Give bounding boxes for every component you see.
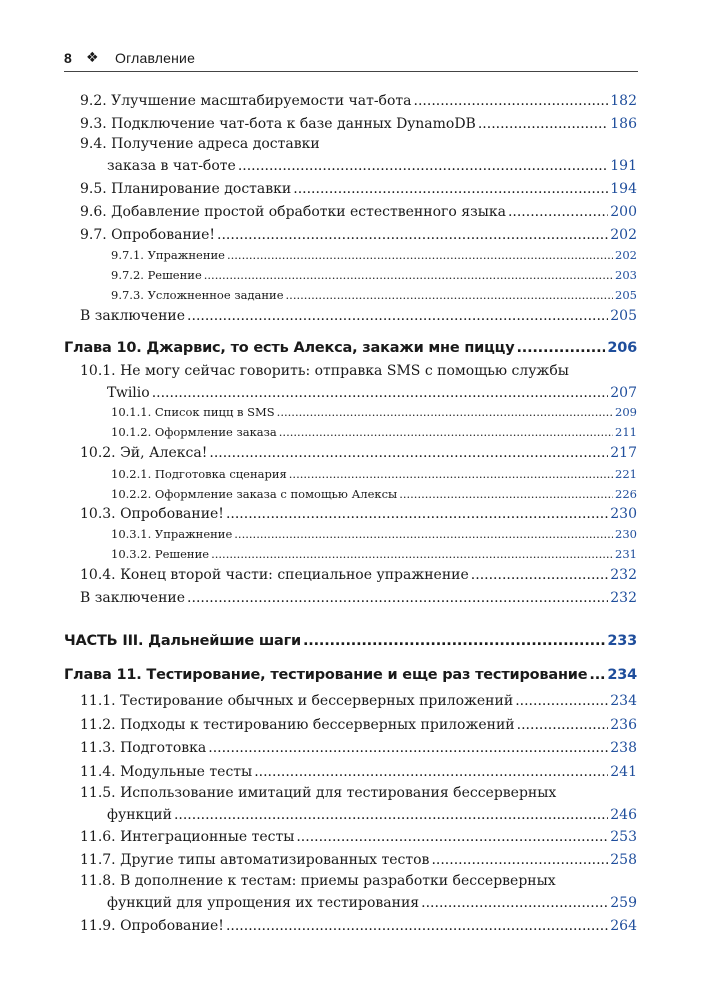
toc-entry-label: 10.2. Эй, Алекса! (80, 445, 208, 461)
toc-entry-page: 194 (610, 181, 637, 197)
toc-entry-page: 241 (610, 764, 637, 780)
toc-entry-page: 191 (610, 158, 637, 174)
running-header (64, 50, 638, 70)
toc-entry-label: 11.1. Тестирование обычных и бессерверных приложений (80, 693, 514, 709)
toc-entry-page: 186 (610, 116, 637, 132)
leader-dots (152, 385, 609, 401)
leader-dots (508, 204, 608, 220)
toc-entry[interactable] (107, 892, 637, 911)
toc-entry[interactable] (80, 714, 637, 733)
toc-entry-label: 11.4. Модульные тесты (80, 764, 253, 780)
leader-dots (289, 467, 613, 481)
toc-entry-label: 10.1.2. Оформление заказа (111, 425, 277, 439)
toc-entry-label: В заключение (80, 308, 186, 324)
toc-entry-label: 11.9. Опробование! (80, 918, 224, 934)
leader-dots (227, 248, 613, 262)
leader-dots (589, 667, 605, 683)
leader-dots (254, 764, 608, 780)
toc-entry-label: Глава 10. Джарвис, то есть Алекса, закажи мне пиццу (64, 340, 515, 356)
toc-entry-label-line1: 11.8. В дополнение к тестам: приемы разработки бессерверных (80, 873, 556, 889)
running-title: Оглавление (115, 50, 196, 66)
toc-entry[interactable] (80, 305, 637, 324)
leader-dots (431, 852, 608, 868)
toc-entry[interactable] (80, 690, 637, 709)
toc-entry[interactable] (80, 915, 637, 934)
toc-entry-page: 207 (610, 385, 637, 401)
toc-entry-label-line1: 10.1. Не могу сейчас говорить: отправка SMS с помощью службы (80, 363, 569, 379)
toc-entry-page: 230 (610, 506, 637, 522)
toc-entry-page: 264 (610, 918, 637, 934)
toc-subentry[interactable] (111, 485, 637, 501)
toc-entry-label: 11.3. Подготовка (80, 740, 207, 756)
toc-entry[interactable] (80, 201, 637, 220)
leader-dots (217, 227, 608, 243)
leader-dots (421, 895, 608, 911)
toc-entry-page: 202 (615, 248, 637, 262)
toc-entry[interactable] (80, 178, 637, 197)
toc-entry[interactable] (80, 442, 637, 461)
toc-subentry[interactable] (111, 286, 637, 302)
toc-entry-page: 232 (610, 590, 637, 606)
leader-dots (414, 93, 609, 109)
toc-entry-label: 9.7. Опробование! (80, 227, 216, 243)
toc-entry-page: 233 (607, 633, 637, 649)
leader-dots (208, 740, 608, 756)
leader-dots (277, 405, 613, 419)
toc-entry-label: 9.7.2. Решение (111, 268, 202, 282)
leader-dots (517, 717, 609, 733)
toc-entry-label-line1: 9.4. Получение адреса доставки (80, 136, 320, 152)
toc-subentry[interactable] (111, 403, 637, 419)
leader-dots (209, 445, 608, 461)
toc-entry-page: 182 (610, 93, 637, 109)
toc-subentry[interactable] (111, 525, 637, 541)
toc-subentry[interactable] (111, 246, 637, 262)
leader-dots (226, 918, 608, 934)
toc-subentry[interactable] (111, 545, 637, 561)
leader-dots (478, 116, 608, 132)
toc-entry-label: В заключение (80, 590, 186, 606)
toc-entry[interactable] (80, 587, 637, 606)
toc-chapter-entry[interactable] (64, 336, 637, 356)
toc-entry[interactable] (80, 564, 637, 583)
toc-entry-page: 203 (615, 268, 637, 282)
toc-entry-label: 11.6. Интеграционные тесты (80, 829, 295, 845)
toc-entry-label: 10.3.1. Упражнение (111, 527, 233, 541)
leader-dots (204, 268, 613, 282)
toc-entry[interactable] (80, 90, 637, 109)
toc-entry-label: 9.2. Улучшение масштабируемости чат-бота (80, 93, 412, 109)
toc-entry-page: 236 (610, 717, 637, 733)
toc-entry-page: 209 (615, 405, 637, 419)
toc-entry-page: 231 (615, 547, 637, 561)
toc-entry-label: 9.6. Добавление простой обработки естественного языка (80, 204, 506, 220)
leader-dots (234, 527, 613, 541)
toc-entry[interactable] (80, 503, 637, 522)
toc-entry-label: 10.2.2. Оформление заказа с помощью Алексы (111, 487, 398, 501)
leader-dots (515, 693, 608, 709)
toc-entry[interactable] (80, 737, 637, 756)
leader-dots (399, 487, 613, 501)
leader-dots (279, 425, 613, 439)
leader-dots (211, 547, 613, 561)
toc-entry-label: 9.5. Планирование доставки (80, 181, 292, 197)
toc-entry-page: 202 (610, 227, 637, 243)
leader-dots (303, 633, 605, 649)
toc-entry-label: Глава 11. Тестирование, тестирование и еще раз тестирование (64, 667, 588, 683)
toc-subentry[interactable] (111, 266, 637, 282)
toc-entry-label: 10.3.2. Решение (111, 547, 210, 561)
toc-entry-label: заказа в чат-боте (107, 158, 236, 174)
leader-dots (296, 829, 608, 845)
toc-entry-label: 10.3. Опробование! (80, 506, 224, 522)
toc-entry-label: функций (107, 807, 172, 823)
toc-entry-page: 205 (615, 288, 637, 302)
toc-entry-page: 258 (610, 852, 637, 868)
toc-entry-page: 259 (610, 895, 637, 911)
toc-entry[interactable] (80, 224, 637, 243)
toc-entry-page: 211 (615, 425, 637, 439)
toc-entry-page: 200 (610, 204, 637, 220)
toc-chapter-entry[interactable] (64, 663, 637, 683)
toc-entry-page: 206 (607, 340, 637, 356)
ornament-icon: ❖ (86, 49, 99, 65)
toc-entry-page: 221 (615, 467, 637, 481)
toc-entry-label: 11.7. Другие типы автоматизированных тестов (80, 852, 430, 868)
toc-entry-page: 217 (610, 445, 637, 461)
toc-entry[interactable] (107, 155, 637, 174)
toc-subentry[interactable] (111, 423, 637, 439)
toc-entry-label: 9.7.3. Усложненное задание (111, 288, 284, 302)
toc-entry[interactable] (107, 382, 637, 401)
toc-entry[interactable] (80, 826, 637, 845)
toc-entry-label: 9.7.1. Упражнение (111, 248, 225, 262)
leader-dots (471, 567, 608, 583)
toc-entry-page: 205 (610, 308, 637, 324)
toc-entry-page: 234 (610, 693, 637, 709)
toc-entry-label: 11.2. Подходы к тестированию бессерверных приложений (80, 717, 515, 733)
toc-entry-page: 238 (610, 740, 637, 756)
toc-entry-label: Twilio (107, 385, 150, 401)
leader-dots (174, 807, 608, 823)
leader-dots (187, 590, 608, 606)
toc-entry-label: 9.3. Подключение чат-бота к базе данных DynamoDB (80, 116, 476, 132)
toc-entry-page: 230 (615, 527, 637, 541)
toc-entry-page: 232 (610, 567, 637, 583)
leader-dots (226, 506, 608, 522)
toc-entry[interactable] (80, 849, 637, 868)
toc-entry-page: 234 (607, 667, 637, 683)
toc-subentry[interactable] (111, 465, 637, 481)
header-rule (64, 71, 638, 72)
toc-entry[interactable] (107, 804, 637, 823)
toc-entry[interactable] (80, 113, 637, 132)
toc-entry-label: ЧАСТЬ III. Дальнейшие шаги (64, 633, 301, 649)
toc-part-entry[interactable] (64, 629, 637, 649)
toc-entry-label-line1: 11.5. Использование имитаций для тестирования бессерверных (80, 785, 557, 801)
toc-entry-page: 246 (610, 807, 637, 823)
leader-dots (238, 158, 608, 174)
toc-entry-label: 10.4. Конец второй части: специальное упражнение (80, 567, 469, 583)
toc-entry-page: 226 (615, 487, 637, 501)
toc-entry-label: 10.2.1. Подготовка сценария (111, 467, 287, 481)
toc-entry[interactable] (80, 761, 637, 780)
page-number: 8 (64, 50, 72, 66)
toc-entry-page: 253 (610, 829, 637, 845)
leader-dots (286, 288, 614, 302)
toc-entry-label: 10.1.1. Список пицц в SMS (111, 405, 275, 419)
leader-dots (293, 181, 608, 197)
leader-dots (516, 340, 605, 356)
leader-dots (187, 308, 608, 324)
toc-entry-label: функций для упрощения их тестирования (107, 895, 420, 911)
